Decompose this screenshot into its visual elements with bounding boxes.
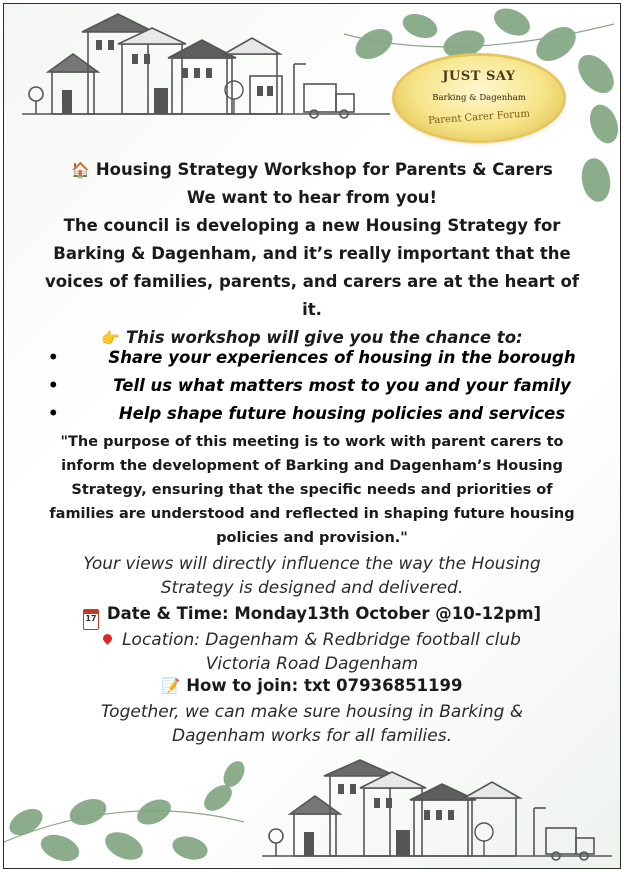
- calendar-icon: 17: [83, 609, 99, 630]
- closing-line: Dagenham works for all families.: [172, 726, 452, 746]
- intro-line: Barking & Dagenham, and it’s really important that the: [53, 244, 571, 263]
- list-item: • Help shape future housing policies and services: [48, 404, 566, 423]
- closing-line: Together, we can make sure housing in Barking &: [100, 702, 524, 722]
- details-block: [12, 552, 612, 748]
- location-pin-icon: [101, 632, 114, 645]
- logo-line-1: JUST SAY: [442, 69, 516, 84]
- houses-illustration-bottom: [262, 756, 614, 866]
- logo-line-2: Barking & Dagenham: [432, 93, 526, 103]
- intro-line: voices of families, parents, and carers are at the heart of: [44, 272, 580, 291]
- memo-pencil-icon: 📝: [161, 677, 181, 695]
- bullet-list: [12, 344, 612, 428]
- intro-line: The council is developing a new Housing Strategy for: [63, 216, 561, 235]
- influence-line: Strategy is designed and delivered.: [160, 578, 464, 598]
- page-subtitle: We want to hear from you!: [186, 188, 438, 207]
- pointing-hand-icon: 👉: [101, 329, 121, 347]
- location-line: Location: Dagenham & Redbridge football club: [12, 628, 612, 652]
- intro-line: it.: [302, 300, 322, 319]
- purpose-quote: "The purpose of this meeting is to work with parent carers to inform the development of Barking and Dagenham’s Housing Strategy, ensuring that the specific needs and priorities of families are understood and reflected in shaping future housing policies and provision.": [49, 434, 575, 546]
- house-emoji-icon: 🏠: [71, 161, 90, 179]
- influence-line: Your views will directly influence the way the Housing: [83, 554, 541, 574]
- heading-block: [12, 156, 612, 352]
- location-line: Victoria Road Dagenham: [205, 654, 419, 674]
- leaves-decoration-bottom-left: [4, 752, 254, 868]
- list-item: • Tell us what matters most to you and your family: [48, 376, 571, 395]
- workshop-lead: 👉 This workshop will give you the chance to:: [12, 324, 612, 352]
- page-title: 🏠 Housing Strategy Workshop for Parents & Carers: [12, 156, 612, 184]
- date-time: 17 Date & Time: Monday13th October @10-12pm]: [12, 604, 612, 628]
- how-to-join: 📝 How to join: txt 07936851199: [161, 676, 463, 695]
- parent-carer-forum-logo: [395, 56, 563, 140]
- flyer: [3, 3, 621, 869]
- logo-line-3: Parent Carer Forum: [427, 108, 531, 127]
- list-item: • Share your experiences of housing in the borough: [48, 348, 576, 367]
